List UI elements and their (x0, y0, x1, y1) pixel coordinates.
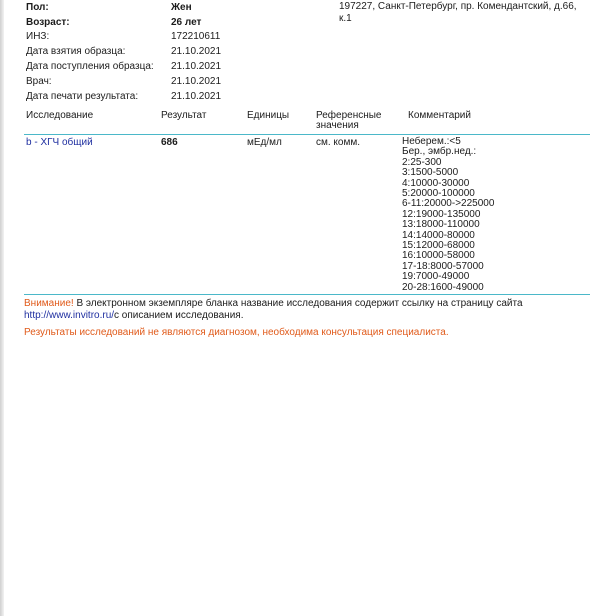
notice-text-after: с описанием исследования. (114, 309, 244, 321)
comment-line: 15:12000-68000 (402, 240, 475, 252)
comment-list (402, 137, 494, 293)
header-reference-line1: Референсные (316, 110, 382, 121)
comment-line: 19:7000-49000 (402, 271, 470, 283)
inz-value: 172210611 (171, 31, 221, 42)
lab-address: 197227, Санкт-Петербург, пр. Комендантский, д.66, к.1 (339, 1, 577, 24)
sample-taken-label: Дата взятия образца: (26, 46, 126, 57)
header-result: Результат (161, 110, 207, 121)
comment-line: 6-11:20000->225000 (402, 198, 495, 210)
diagnosis-disclaimer: Результаты исследований не являются диагнозом, необходима консультация специалиста. (24, 327, 449, 338)
invitro-link[interactable]: http://www.invitro.ru/ (24, 309, 115, 321)
header-test: Исследование (26, 110, 94, 121)
result-value: 686 (161, 137, 178, 148)
notice-text: В электронном экземпляре бланка название исследования содержит ссылку на страницу сайта (73, 298, 523, 309)
comment-line: Неберем.:<5 (402, 136, 461, 147)
comment-line: 12:19000-135000 (402, 208, 481, 220)
sex-value: Жен (171, 2, 192, 13)
print-date-value: 21.10.2021 (171, 91, 222, 102)
age-value: 26 лет (171, 17, 202, 28)
notice-attention: Внимание! (24, 298, 74, 309)
comment-line: 4:10000-30000 (402, 177, 470, 189)
header-divider (24, 134, 590, 135)
electronic-copy-notice (24, 298, 584, 321)
comment-line: 3:1500-5000 (402, 167, 459, 179)
comment-line: 17-18:8000-57000 (402, 260, 484, 272)
comment-line: 5:20000-100000 (402, 188, 475, 200)
comment-line: 13:18000-110000 (402, 219, 480, 231)
doctor-label: Врач: (26, 76, 52, 87)
comment-line: 20-28:1600-49000 (402, 281, 484, 293)
comment-line: 14:14000-80000 (402, 229, 475, 241)
sample-received-label: Дата поступления образца: (26, 61, 154, 72)
page-edge-shadow (0, 0, 4, 616)
comment-line: Бер., эмбр.нед.: (402, 146, 477, 158)
sample-taken-value: 21.10.2021 (171, 46, 222, 57)
print-date-label: Дата печати результата: (26, 91, 139, 102)
doctor-value: 21.10.2021 (171, 76, 222, 87)
header-reference-line2: значения (316, 120, 359, 131)
row-divider (24, 294, 590, 295)
header-units: Единицы (247, 110, 290, 121)
inz-label: ИНЗ: (26, 31, 50, 42)
sex-label: Пол: (26, 2, 49, 13)
sample-received-value: 21.10.2021 (171, 61, 222, 72)
header-reference (316, 111, 382, 131)
result-units: мЕд/мл (247, 137, 282, 148)
comment-line: 2:25-300 (402, 156, 442, 168)
test-name-link[interactable]: b - ХГЧ общий (26, 137, 93, 148)
age-label: Возраст: (26, 17, 70, 28)
comment-line: 16:10000-58000 (402, 250, 475, 262)
header-comment: Комментарий (408, 110, 471, 121)
reference-values: см. комм. (316, 137, 361, 148)
